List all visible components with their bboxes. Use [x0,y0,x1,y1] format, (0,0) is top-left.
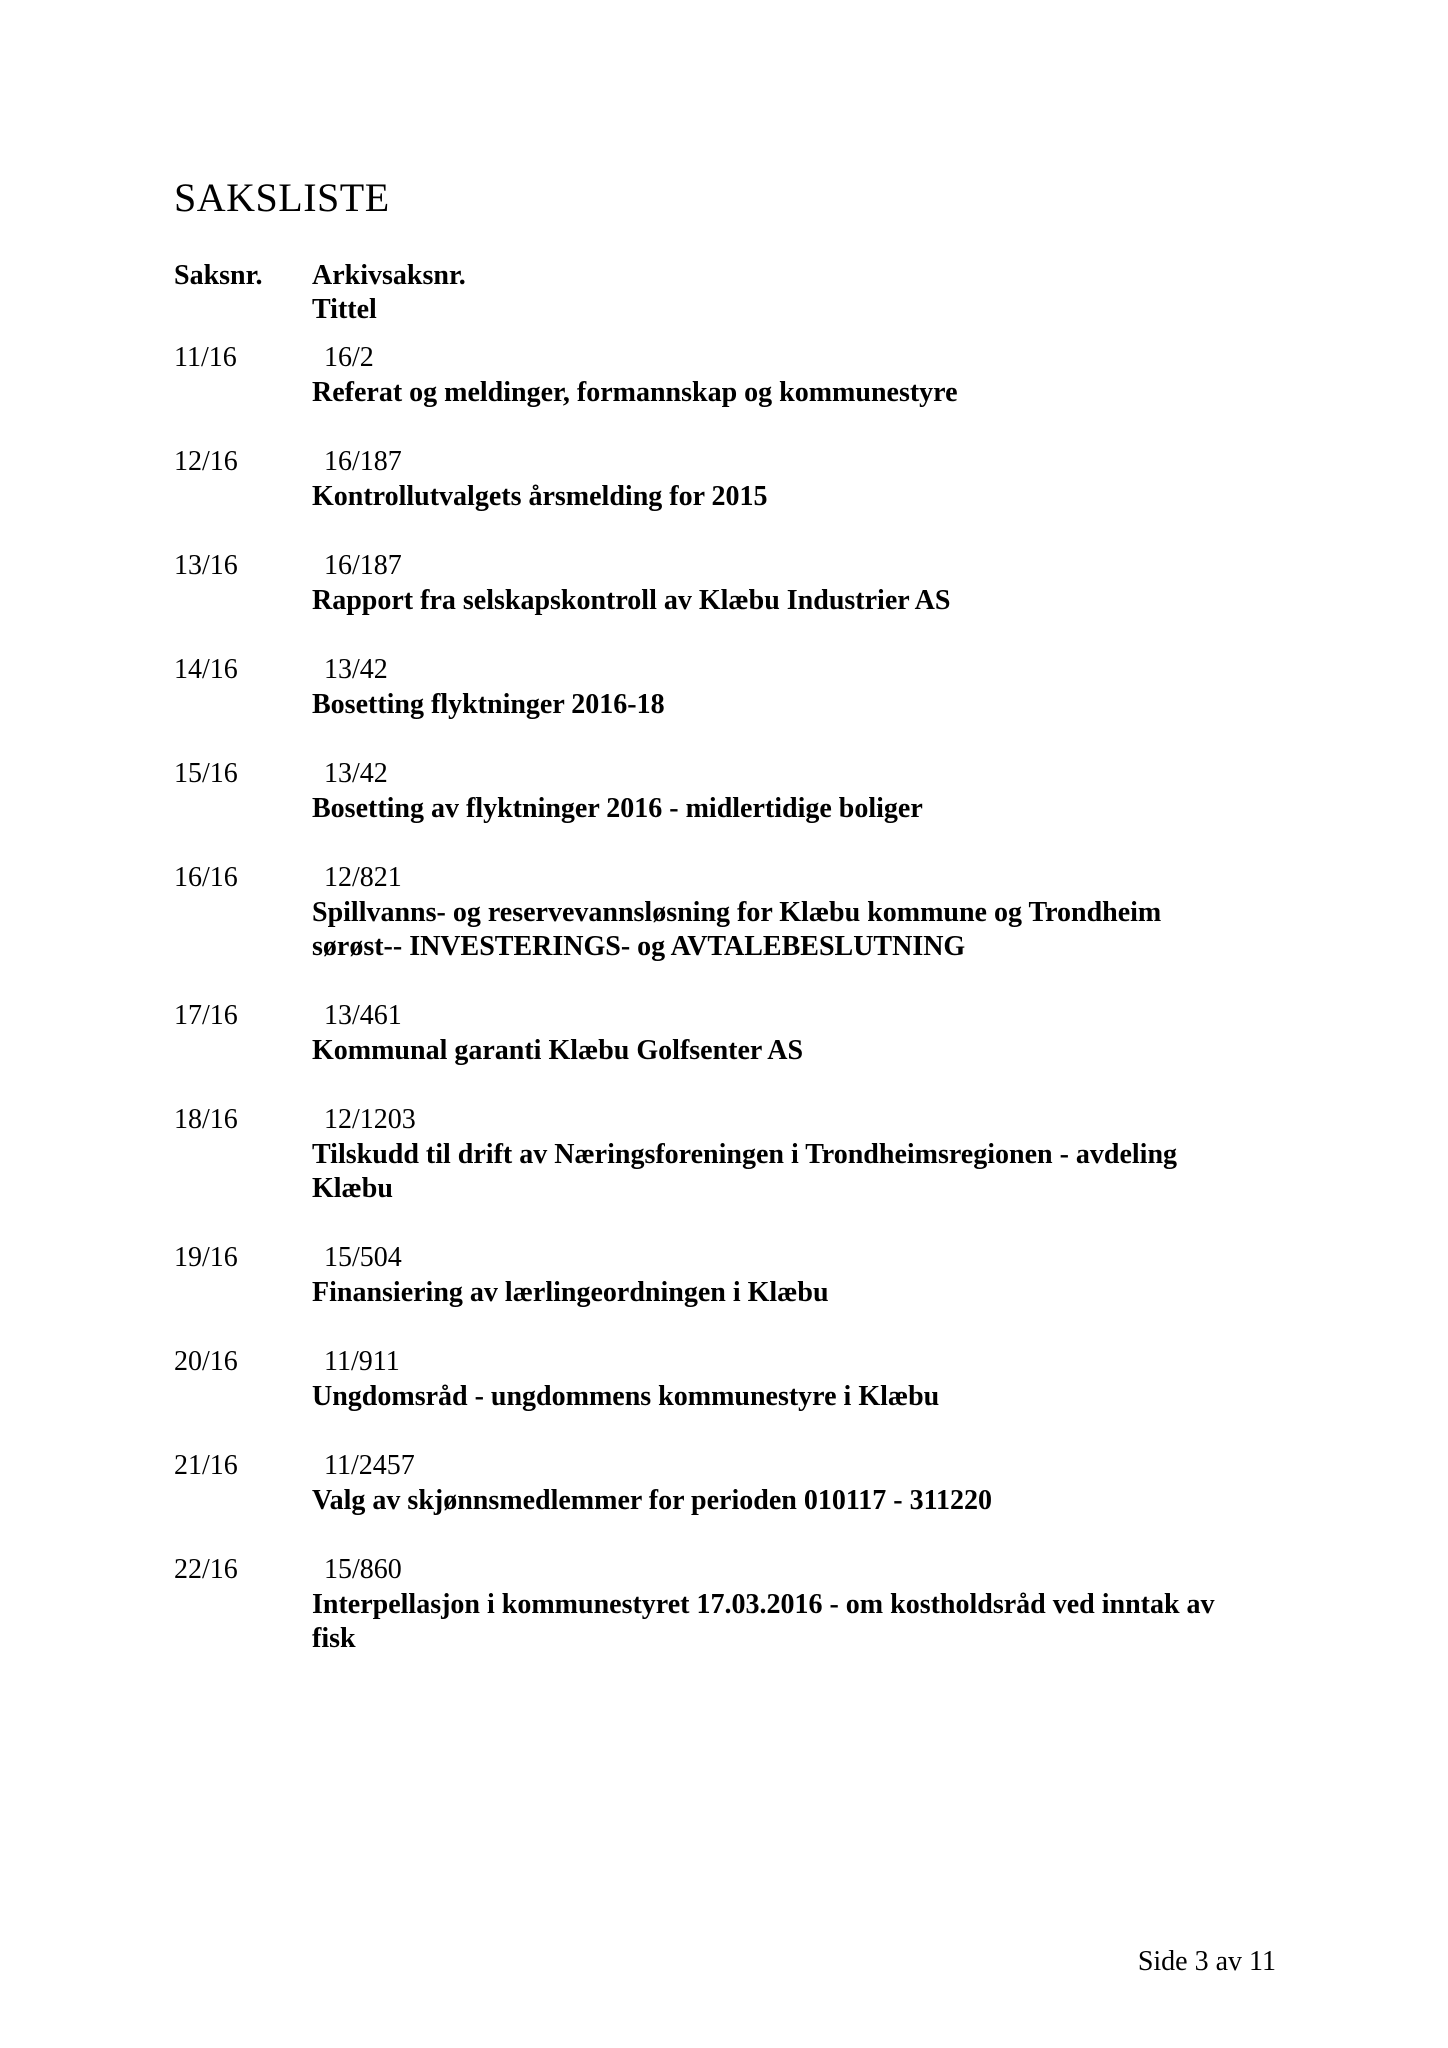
case-numbers [174,1242,1274,1276]
case-number: 21/16 [174,1450,238,1481]
case-title-line: Valg av skjønnsmedlemmer for perioden 010117 - 311220 [312,1485,993,1516]
page-title: SAKSLISTE [174,175,390,220]
case-title [312,584,1252,618]
case-numbers [174,1554,1274,1588]
case-title [312,1138,1252,1206]
case-number: 17/16 [174,1000,238,1031]
list-item [174,1450,1274,1518]
list-item [174,342,1274,410]
column-header-saksnr: Saksnr. [174,260,263,291]
case-title [312,1380,1252,1414]
case-numbers [174,550,1274,584]
case-title [312,896,1252,964]
archive-case-number: 15/504 [324,1242,402,1273]
list-item [174,446,1274,514]
archive-case-number: 16/187 [324,446,402,477]
case-title [312,792,1252,826]
list-item [174,1554,1274,1656]
column-header-arkivsaksnr: Arkivsaksnr. [312,260,466,291]
case-number: 19/16 [174,1242,238,1273]
case-title [312,480,1252,514]
column-header-tittel: Tittel [312,294,377,325]
case-title-line: Referat og meldinger, formannskap og kommunestyre [312,377,958,408]
archive-case-number: 13/42 [324,654,388,685]
list-item [174,1346,1274,1414]
case-number: 16/16 [174,862,238,893]
case-title-line: Ungdomsråd - ungdommens kommunestyre i Klæbu [312,1381,940,1412]
list-item [174,1000,1274,1068]
case-numbers [174,654,1274,688]
case-title-line: Bosetting flyktninger 2016-18 [312,689,665,720]
case-number: 15/16 [174,758,238,789]
list-item [174,550,1274,618]
archive-case-number: 15/860 [324,1554,402,1585]
case-number: 12/16 [174,446,238,477]
case-title-line: Kommunal garanti Klæbu Golfsenter AS [312,1035,804,1066]
case-title-line: sørøst-- INVESTERINGS- og AVTALEBESLUTNING [312,931,966,962]
case-title [312,1588,1252,1656]
case-title-line: Kontrollutvalgets årsmelding for 2015 [312,481,768,512]
case-numbers [174,1346,1274,1380]
case-title [312,1276,1252,1310]
page-number: Side 3 av 11 [1137,1946,1276,1977]
case-title-line: Interpellasjon i kommunestyret 17.03.2016 - om kostholdsråd ved inntak av [312,1589,1215,1620]
case-title-line: Tilskudd til drift av Næringsforeningen i Trondheimsregionen - avdeling [312,1139,1178,1170]
case-title-line: Rapport fra selskapskontroll av Klæbu Industrier AS [312,585,951,616]
case-title-line: Finansiering av lærlingeordningen i Klæbu [312,1277,829,1308]
case-numbers [174,1450,1274,1484]
case-numbers [174,342,1274,376]
case-list [174,342,1274,1692]
case-title [312,688,1252,722]
archive-case-number: 11/911 [324,1346,400,1377]
case-title [312,376,1252,410]
list-item [174,862,1274,964]
case-title-line: Bosetting av flyktninger 2016 - midlertidige boliger [312,793,923,824]
case-number: 13/16 [174,550,238,581]
list-item [174,654,1274,722]
list-item [174,1104,1274,1206]
list-item [174,758,1274,826]
case-numbers [174,1104,1274,1138]
archive-case-number: 16/2 [324,342,374,373]
archive-case-number: 16/187 [324,550,402,581]
archive-case-number: 11/2457 [324,1450,415,1481]
archive-case-number: 12/1203 [324,1104,416,1135]
case-title-line: Klæbu [312,1173,393,1204]
case-numbers [174,1000,1274,1034]
case-number: 20/16 [174,1346,238,1377]
case-title-line: fisk [312,1623,356,1654]
case-title [312,1034,1252,1068]
archive-case-number: 12/821 [324,862,402,893]
case-numbers [174,862,1274,896]
archive-case-number: 13/42 [324,758,388,789]
archive-case-number: 13/461 [324,1000,402,1031]
list-item [174,1242,1274,1310]
case-title [312,1484,1252,1518]
case-numbers [174,446,1274,480]
case-numbers [174,758,1274,792]
case-title-line: Spillvanns- og reservevannsløsning for Klæbu kommune og Trondheim [312,897,1162,928]
case-number: 22/16 [174,1554,238,1585]
case-number: 11/16 [174,342,237,373]
case-number: 14/16 [174,654,238,685]
case-number: 18/16 [174,1104,238,1135]
